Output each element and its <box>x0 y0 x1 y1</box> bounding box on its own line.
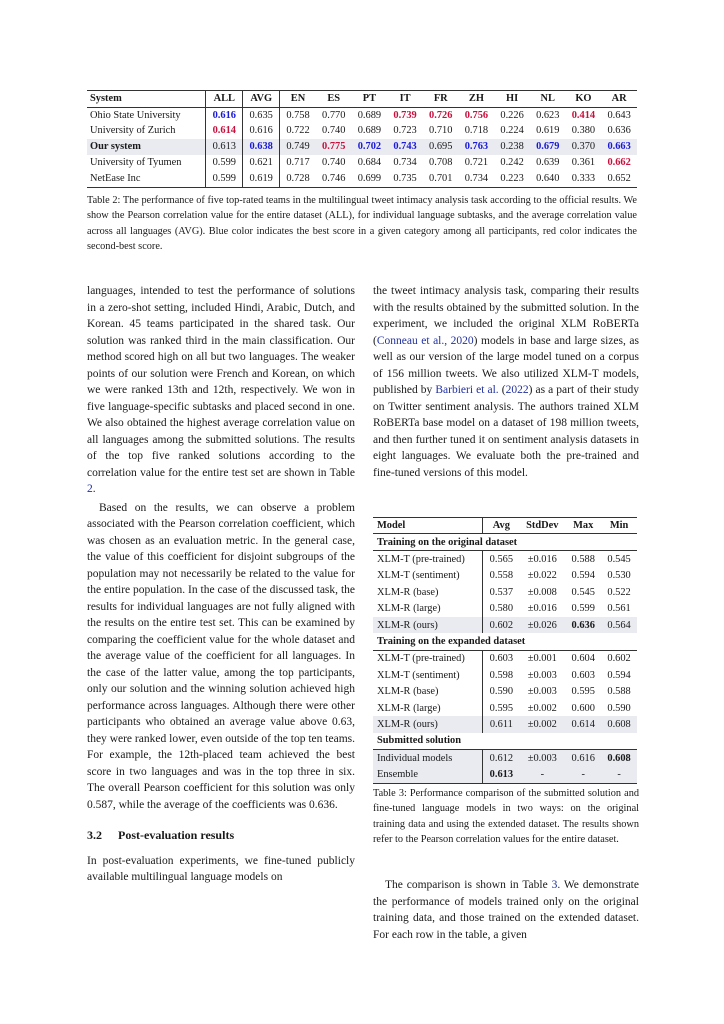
value-cell: ±0.016 <box>527 554 557 566</box>
score-cell: 0.758 <box>286 109 310 121</box>
table-row <box>373 568 637 584</box>
paragraph-text: the tweet intimacy analysis task, comparing their results with the results obtained by the submitted solution. In the experiment, we included the original XLM RoBERTa ( <box>373 285 639 347</box>
value-cell: - <box>519 766 565 783</box>
table-row <box>87 123 637 139</box>
table-row <box>373 766 637 783</box>
value-cell: 0.636 <box>565 617 601 633</box>
score-cell: 0.599 <box>206 171 243 187</box>
score-cell: 0.718 <box>464 125 489 137</box>
table-row <box>373 684 637 700</box>
col-header: System <box>87 91 206 108</box>
section-heading <box>87 827 355 845</box>
table-row <box>373 700 637 716</box>
paragraph-text: ) models in base and large sizes, as well as our version of the large model tuned on a corpus of 156 million tweets. We also utilized XLM-T models, published by <box>373 334 639 396</box>
score-cell: 0.684 <box>357 157 382 169</box>
system-name: University of Zurich <box>87 123 206 139</box>
col-header: Avg <box>483 518 519 534</box>
model-name: XLM-T (sentiment) <box>373 568 483 584</box>
value-cell: 0.590 <box>607 702 631 714</box>
value-cell: 0.602 <box>483 617 519 633</box>
model-name: XLM-R (ours) <box>373 716 483 732</box>
score-cell: 0.636 <box>607 125 631 137</box>
group-header-row <box>373 534 637 551</box>
model-name: XLM-R (large) <box>373 700 483 716</box>
score-cell: 0.635 <box>243 107 280 123</box>
table-ref-link[interactable]: 2 <box>87 483 93 495</box>
model-name: XLM-T (sentiment) <box>373 667 483 683</box>
score-cell: 0.775 <box>316 139 352 155</box>
value-cell: 0.616 <box>565 750 601 767</box>
score-cell: 0.238 <box>494 139 530 155</box>
col-header: IT <box>387 91 423 108</box>
table-3 <box>373 517 637 784</box>
model-name: XLM-R (base) <box>373 584 483 600</box>
section-number: 3.2 <box>87 828 102 842</box>
score-cell: 0.619 <box>536 125 560 137</box>
model-name: XLM-R (large) <box>373 601 483 617</box>
value-cell: 0.604 <box>571 653 595 665</box>
table-2-body <box>87 107 637 187</box>
model-name: XLM-R (ours) <box>373 617 483 633</box>
paragraph <box>87 283 355 498</box>
score-cell: 0.640 <box>536 172 560 184</box>
score-cell: 0.414 <box>571 109 596 121</box>
table-row <box>87 107 637 123</box>
value-cell: 0.545 <box>607 554 631 566</box>
score-cell: 0.623 <box>536 109 560 121</box>
system-name: Ohio State University <box>87 107 206 123</box>
score-cell: 0.702 <box>352 139 388 155</box>
score-cell: 0.380 <box>571 125 596 137</box>
paragraph: Based on the results, we can observe a problem associated with the Pearson correlation coefficient, which was chosen as an evaluation metric. In the general case, the value of this coefficient for disjoint subgroups of the population may not necessarily be related to the value for the entire population. In the case of the discussed task, the results for individual languages are not fully aligned with the results on the entire test set. This can be examined by comparing the coefficient value for the whole dataset and the average value of the coefficient for all languages. In the case of the latter value, among the top participants, only our solution and the winning solution achieved high performance across languages. Although there were other participants who obtained an average value above 0.63, they were ranked lower, even outside of the top ten teams. For example, the 12th-placed team achieved the best score in two languages and was in the top three in six. The overall Pearson coefficient for this solution was only 0.587, while the average of the coefficients was 0.636. <box>87 501 355 811</box>
value-cell: ±0.026 <box>519 617 565 633</box>
score-cell: 0.710 <box>429 125 453 137</box>
value-cell: 0.613 <box>483 766 519 783</box>
right-column-top <box>373 283 639 481</box>
col-header: Model <box>373 518 483 534</box>
table-row <box>373 584 637 600</box>
score-cell: 0.735 <box>393 172 417 184</box>
value-cell: 0.595 <box>571 686 595 698</box>
value-cell: 0.599 <box>571 603 595 615</box>
table-ref-link[interactable]: 3 <box>551 879 558 891</box>
score-cell: 0.723 <box>393 125 417 137</box>
value-cell: 0.614 <box>565 716 601 732</box>
score-cell: 0.708 <box>429 157 453 169</box>
score-cell: 0.652 <box>607 172 631 184</box>
score-cell: 0.701 <box>429 172 453 184</box>
value-cell: 0.564 <box>601 617 637 633</box>
model-name: XLM-T (pre-trained) <box>373 551 483 568</box>
col-header: NL <box>530 91 566 108</box>
value-cell: ±0.016 <box>527 603 557 615</box>
score-cell: 0.638 <box>243 139 280 155</box>
col-header: AR <box>601 91 637 108</box>
score-cell: 0.689 <box>357 125 382 137</box>
model-name: Individual models <box>373 750 483 767</box>
value-cell: 0.603 <box>571 669 595 681</box>
value-cell: - <box>601 766 637 783</box>
score-cell: 0.643 <box>607 109 631 121</box>
system-name: Our system <box>87 139 206 155</box>
group-header-row <box>373 733 637 750</box>
value-cell: 0.588 <box>607 686 631 698</box>
paragraph <box>373 283 639 481</box>
value-cell: ±0.001 <box>527 653 557 665</box>
value-cell: 0.588 <box>571 554 595 566</box>
col-header: AVG <box>243 91 280 108</box>
col-header: Max <box>565 518 601 534</box>
paragraph <box>373 877 639 943</box>
value-cell: 0.602 <box>607 653 631 665</box>
table-row <box>373 716 637 732</box>
score-cell: 0.770 <box>322 109 346 121</box>
score-cell: 0.679 <box>530 139 566 155</box>
col-header: ES <box>316 91 352 108</box>
value-cell: 0.611 <box>483 716 519 732</box>
score-cell: 0.746 <box>322 172 346 184</box>
model-name: XLM-R (base) <box>373 684 483 700</box>
value-cell: 0.612 <box>483 750 519 767</box>
score-cell: 0.699 <box>357 172 382 184</box>
value-cell: ±0.022 <box>527 570 557 582</box>
score-cell: 0.223 <box>500 172 524 184</box>
score-cell: 0.614 <box>206 123 243 139</box>
score-cell: 0.663 <box>601 139 637 155</box>
table-row <box>87 171 637 187</box>
score-cell: 0.361 <box>571 157 596 169</box>
score-cell: 0.242 <box>500 157 524 169</box>
left-column <box>87 283 355 886</box>
paragraph-text: The comparison is shown in Table <box>385 879 552 891</box>
table-2 <box>87 90 637 188</box>
score-cell: 0.689 <box>357 109 382 121</box>
col-header: ZH <box>459 91 495 108</box>
score-cell: 0.226 <box>500 109 524 121</box>
score-cell: 0.616 <box>243 123 280 139</box>
score-cell: 0.740 <box>322 157 346 169</box>
paragraph-text: ( <box>498 384 506 396</box>
score-cell: 0.756 <box>464 109 489 121</box>
col-header: HI <box>494 91 530 108</box>
value-cell: 0.565 <box>489 554 514 566</box>
col-header: Min <box>601 518 637 534</box>
value-cell: 0.600 <box>571 702 595 714</box>
value-cell: ±0.003 <box>527 669 557 681</box>
table-2-header <box>87 91 637 108</box>
value-cell: ±0.002 <box>519 716 565 732</box>
score-cell: 0.639 <box>536 157 560 169</box>
table-row <box>87 155 637 171</box>
value-cell: 0.595 <box>489 702 514 714</box>
value-cell: ±0.008 <box>527 586 557 598</box>
paragraph-text: . We demonstrate the performance of models trained only on the original training data, and those trained on the extended dataset. For each row in the table, a given <box>373 879 639 941</box>
citation-link[interactable]: 2022 <box>505 384 529 396</box>
score-cell: 0.621 <box>243 155 280 171</box>
col-header: PT <box>352 91 388 108</box>
paragraph-text: languages, intended to test the performance of solutions in a zero-shot setting, included Hindi, Arabic, Dutch, and Korean. 45 teams participated in the shared task. Our solution was ranked third in the main classification. Our method scored high on all but two languages. The weaker points of our solution were French and Korean, on which we were ranked 13th and 12th, respectively. We won in five language-specific subtasks and placed second in one. We also obtained the highest average correlation value on all languages among the submitted solutions. The results of the top five ranked solutions according to the correlation value for the entire test set are shown in Table <box>87 285 355 479</box>
score-cell: 0.740 <box>322 125 346 137</box>
value-cell: 0.603 <box>489 653 514 665</box>
value-cell: 0.590 <box>489 686 514 698</box>
score-cell: 0.613 <box>206 139 243 155</box>
model-name: XLM-T (pre-trained) <box>373 650 483 667</box>
score-cell: 0.743 <box>387 139 423 155</box>
score-cell: 0.662 <box>607 157 631 169</box>
value-cell: 0.598 <box>489 669 514 681</box>
score-cell: 0.749 <box>280 139 316 155</box>
paragraph-text: ) as a part of their study on Twitter sentiment analysis. The authors trained XLM RoBERTa base model on a dataset of 198 million tweets, and then further tuned it on sentiment analysis datasets in eight languages. We evaluate both the pre-trained and fine-tuned versions of this model. <box>373 384 639 479</box>
score-cell: 0.616 <box>206 107 243 123</box>
value-cell: 0.608 <box>601 716 637 732</box>
table-row <box>87 139 637 155</box>
group-header-row <box>373 633 637 650</box>
col-header: FR <box>423 91 459 108</box>
score-cell: 0.333 <box>571 172 596 184</box>
value-cell: 0.522 <box>607 586 631 598</box>
score-cell: 0.717 <box>286 157 310 169</box>
value-cell: 0.561 <box>607 603 631 615</box>
value-cell: 0.530 <box>607 570 631 582</box>
group-title: Submitted solution <box>373 733 637 750</box>
table-3-header <box>373 518 637 534</box>
group-title: Training on the expanded dataset <box>373 633 637 650</box>
score-cell: 0.728 <box>286 172 310 184</box>
citation-link[interactable]: Conneau et al., 2020 <box>376 334 474 347</box>
section-title: Post-evaluation results <box>118 828 235 842</box>
table-3-body <box>373 534 637 784</box>
paragraph-text: . <box>92 483 96 495</box>
value-cell: 0.608 <box>601 750 637 767</box>
value-cell: 0.594 <box>571 570 595 582</box>
table-row <box>373 650 637 667</box>
value-cell: ±0.002 <box>527 702 557 714</box>
system-name: NetEase Inc <box>87 171 206 187</box>
score-cell: 0.726 <box>429 109 453 121</box>
table-3-caption: Table 3: Performance comparison of the submitted solution and fine-tuned language models in two ways: on the original training data and using the extended dataset. The results shown refer to the Pearson correlation values for the entire dataset. <box>373 788 639 846</box>
col-header: EN <box>280 91 316 108</box>
score-cell: 0.224 <box>500 125 524 137</box>
score-cell: 0.734 <box>464 172 489 184</box>
paragraph: In post-evaluation experiments, we fine-tuned publicly available multilingual language models on <box>87 854 355 883</box>
score-cell: 0.619 <box>243 171 280 187</box>
value-cell: 0.537 <box>489 586 514 598</box>
table-row <box>373 601 637 617</box>
table-row <box>373 667 637 683</box>
right-column-bottom <box>373 877 639 943</box>
model-name: Ensemble <box>373 766 483 783</box>
table-2-caption: Table 2: The performance of five top-rated teams in the multilingual tweet intimacy analysis task according to the official results. We show the Pearson correlation value for the entire dataset (ALL), for individual language subtasks, and the average correlation value across all languages (AVG). Blue color indicates the best score in a given category among all participants, red color indicates the second-best score. <box>87 195 637 253</box>
score-cell: 0.599 <box>206 155 243 171</box>
score-cell: 0.763 <box>459 139 495 155</box>
col-header: StdDev <box>519 518 565 534</box>
score-cell: 0.370 <box>566 139 602 155</box>
value-cell: 0.594 <box>607 669 631 681</box>
table-row <box>373 551 637 568</box>
system-name: University of Tyumen <box>87 155 206 171</box>
score-cell: 0.722 <box>286 125 310 137</box>
value-cell: 0.558 <box>489 570 514 582</box>
col-header: ALL <box>206 91 243 108</box>
value-cell: ±0.003 <box>519 750 565 767</box>
value-cell: 0.580 <box>489 603 514 615</box>
score-cell: 0.734 <box>393 157 417 169</box>
score-cell: 0.721 <box>464 157 489 169</box>
value-cell: ±0.003 <box>527 686 557 698</box>
score-cell: 0.739 <box>393 109 417 121</box>
group-title: Training on the original dataset <box>373 534 637 551</box>
value-cell: 0.545 <box>571 586 595 598</box>
col-header: KO <box>566 91 602 108</box>
value-cell: - <box>565 766 601 783</box>
score-cell: 0.695 <box>423 139 459 155</box>
citation-link[interactable]: Barbieri et al. <box>435 384 499 396</box>
table-row <box>373 617 637 633</box>
table-row <box>373 750 637 767</box>
